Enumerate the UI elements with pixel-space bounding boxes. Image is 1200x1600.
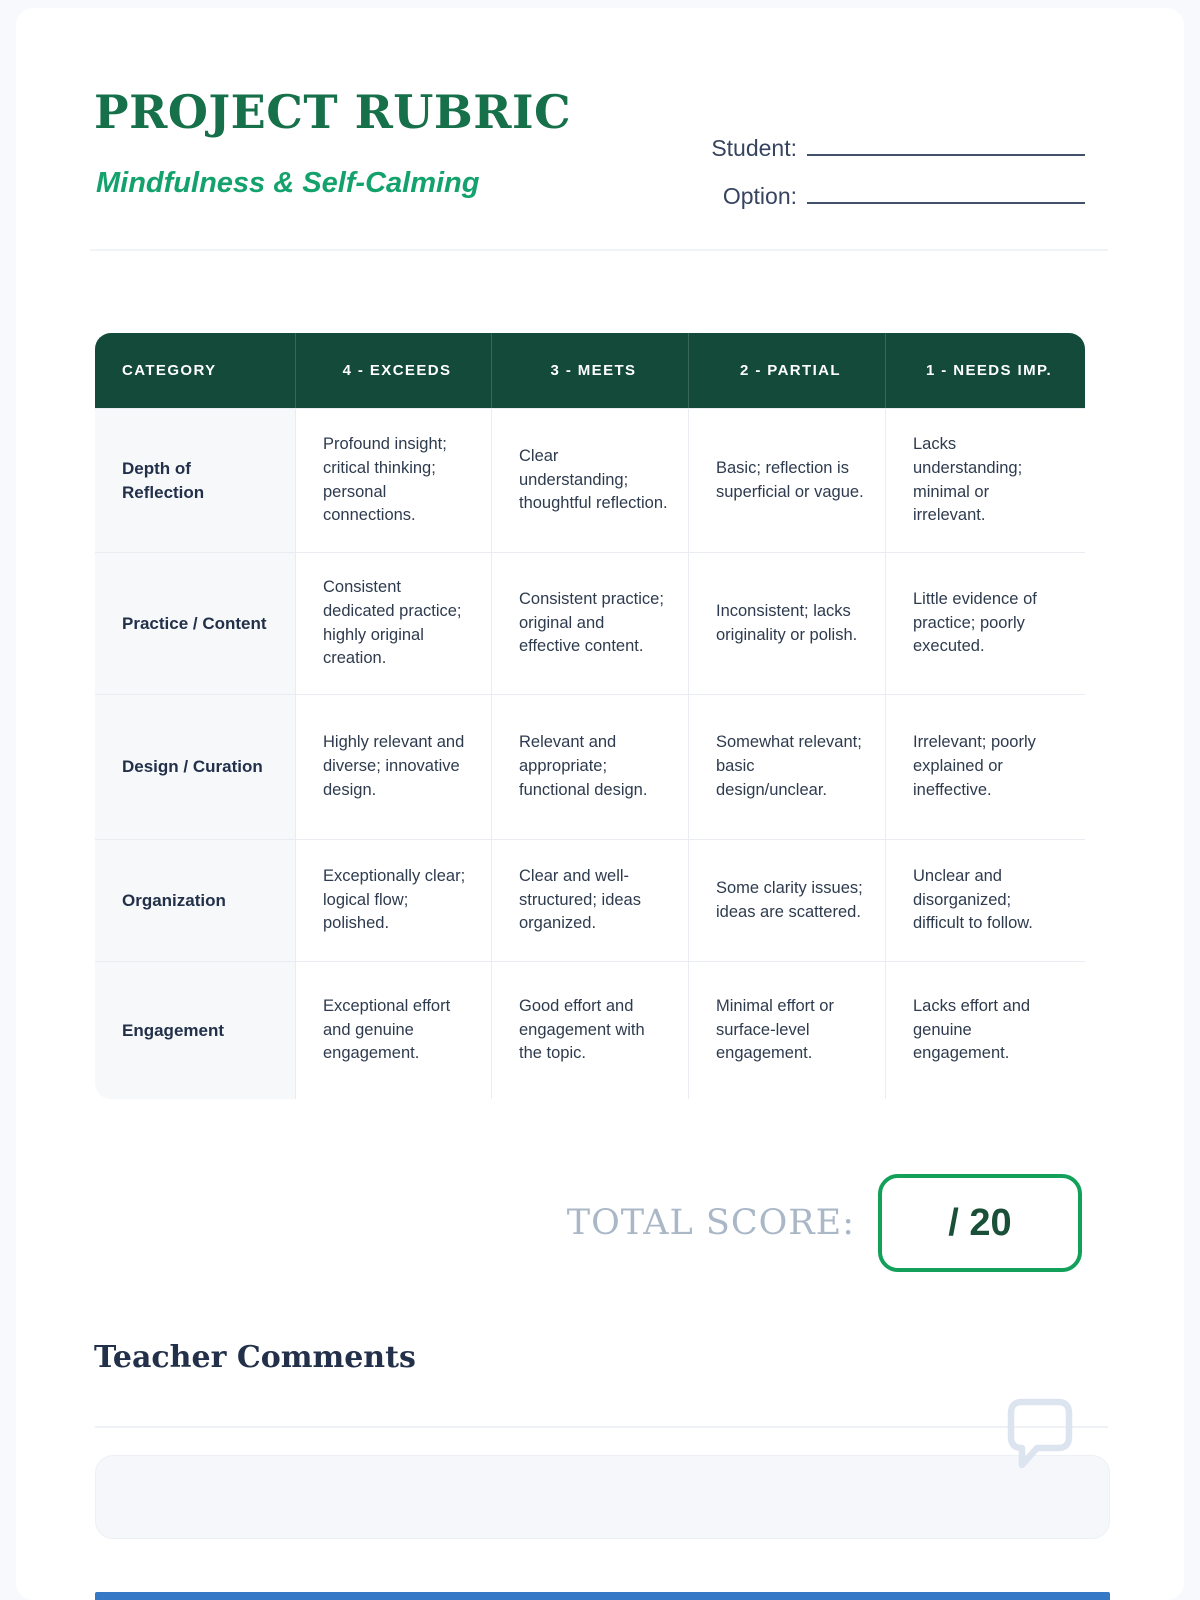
column-header-needs-imp: 1 - NEEDS IMP. <box>885 333 1085 408</box>
rubric-cell: Some clarity issues; ideas are scattered. <box>688 840 885 961</box>
table-row <box>95 839 1085 961</box>
category-cell: Engagement <box>95 962 295 1099</box>
table-row <box>95 552 1085 694</box>
teacher-comments-heading: Teacher Comments <box>94 1340 416 1375</box>
table-header-row <box>95 333 1085 408</box>
rubric-cell: Exceptional effort and genuine engagement. <box>295 962 491 1099</box>
comments-divider <box>95 1426 1108 1428</box>
speech-bubble-icon <box>1000 1390 1080 1475</box>
rubric-cell: Basic; reflection is superficial or vague. <box>688 409 885 552</box>
student-blank-line[interactable] <box>807 130 1085 156</box>
page-title: PROJECT RUBRIC <box>94 85 572 139</box>
rubric-cell: Clear understanding; thoughtful reflection. <box>491 409 688 552</box>
rubric-cell: Exceptionally clear; logical flow; polished. <box>295 840 491 961</box>
option-field <box>723 178 1085 210</box>
teacher-comments-box[interactable] <box>95 1455 1110 1539</box>
rubric-cell: Good effort and engagement with the topic. <box>491 962 688 1099</box>
student-label: Student: <box>711 135 797 161</box>
rubric-cell: Inconsistent; lacks originality or polish. <box>688 553 885 694</box>
student-field <box>711 130 1085 162</box>
total-score-label: TOTAL SCORE: <box>566 1203 855 1243</box>
rubric-cell: Lacks effort and genuine engagement. <box>885 962 1085 1099</box>
rubric-cell: Somewhat relevant; basic design/unclear. <box>688 695 885 839</box>
category-cell: Design / Curation <box>95 695 295 839</box>
category-cell: Practice / Content <box>95 553 295 694</box>
table-row <box>95 408 1085 552</box>
category-cell: Organization <box>95 840 295 961</box>
column-header-partial: 2 - PARTIAL <box>688 333 885 408</box>
rubric-cell: Relevant and appropriate; functional design. <box>491 695 688 839</box>
option-label: Option: <box>722 183 797 209</box>
column-header-meets: 3 - MEETS <box>491 333 688 408</box>
rubric-cell: Lacks understanding; minimal or irrelevant. <box>885 409 1085 552</box>
rubric-cell: Consistent dedicated practice; highly original creation. <box>295 553 491 694</box>
page-subtitle: Mindfulness & Self-Calming <box>96 167 480 199</box>
header-divider <box>90 249 1108 251</box>
rubric-cell: Irrelevant; poorly explained or ineffective. <box>885 695 1085 839</box>
rubric-cell: Highly relevant and diverse; innovative design. <box>295 695 491 839</box>
category-cell: Depth of Reflection <box>95 409 295 552</box>
footer-accent-bar <box>95 1592 1110 1600</box>
rubric-cell: Unclear and disorganized; difficult to follow. <box>885 840 1085 961</box>
rubric-cell: Clear and well-structured; ideas organized. <box>491 840 688 961</box>
table-row <box>95 961 1085 1099</box>
rubric-cell: Minimal effort or surface-level engagement. <box>688 962 885 1099</box>
rubric-cell: Consistent practice; original and effective content. <box>491 553 688 694</box>
total-score-box[interactable]: / 20 <box>878 1174 1082 1272</box>
rubric-table <box>95 333 1085 1099</box>
column-header-category: CATEGORY <box>122 361 217 379</box>
rubric-cell: Little evidence of practice; poorly executed. <box>885 553 1085 694</box>
column-header-exceeds: 4 - EXCEEDS <box>295 333 491 408</box>
option-blank-line[interactable] <box>807 178 1085 204</box>
table-row <box>95 694 1085 839</box>
rubric-cell: Profound insight; critical thinking; personal connections. <box>295 409 491 552</box>
